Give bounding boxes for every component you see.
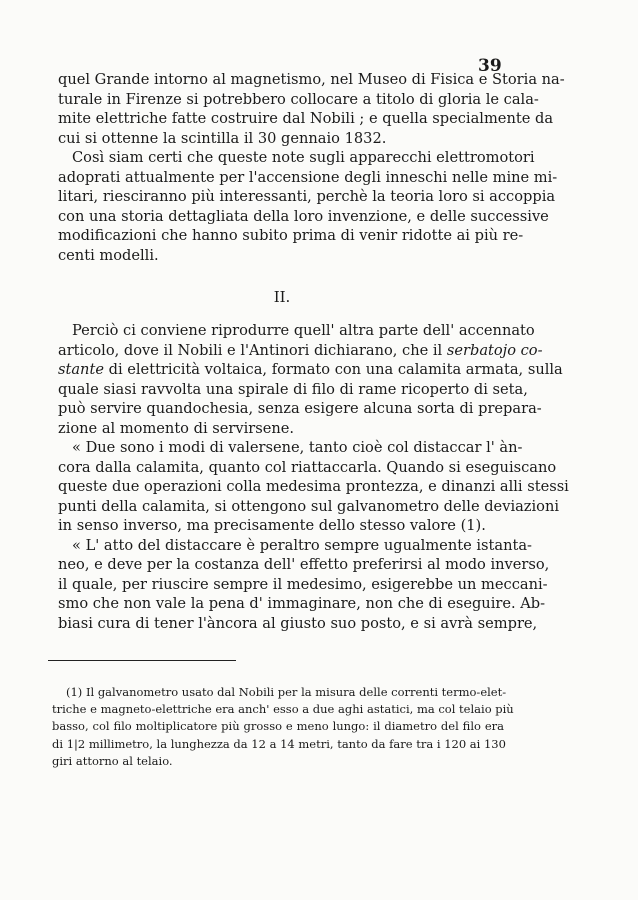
section-heading: II. [273, 288, 291, 306]
footnote-line: basso, col filo moltiplicatore più grosso e meno lungo: il diametro del filo era [52, 719, 504, 734]
text-line: con una storia dettagliata della loro invenzione, e delle successive [58, 207, 549, 225]
text-line: può servire quandochesia, senza esigere alcuna sorta di prepara- [58, 400, 542, 417]
paragraph-2 [58, 148, 558, 265]
text-line: cora dalla calamita, quanto col riattaccarla. Quando si eseguiscano [58, 458, 557, 476]
text-line: adoprati attualmente per l'accensione degli inneschi nelle mine mi- [58, 168, 558, 186]
italic-term: serbatojo co- [446, 341, 543, 359]
text-line: queste due operazioni colla medesima prontezza, e dinanzi alli stessi [58, 478, 569, 495]
text-line: punti della calamita, si ottengono sul galvanometro delle deviazioni [58, 497, 560, 515]
footnote-line: (1) Il galvanometro usato dal Nobili per la misura delle correnti termo-elet- [66, 685, 507, 699]
text-line: « L' atto del distaccare è peraltro sempre ugualmente istanta- [72, 536, 532, 554]
text-line: litari, riesciranno più interessanti, perchè la teoria loro si accoppia [58, 188, 556, 205]
text-line: Perciò ci conviene riprodurre quell' altra parte dell' accennato [72, 322, 535, 339]
text-segment: articolo, dove il Nobili e l'Antinori dichiarano, che il [58, 341, 443, 359]
footnote-divider [48, 660, 236, 661]
paragraph-3 [58, 321, 563, 438]
text-line [58, 341, 543, 361]
text-line: modificazioni che hanno subito prima di venir ridotte ai più re- [58, 227, 524, 244]
text-line: mite elettriche fatte costruire dal Nobili ; e quella specialmente da [58, 110, 554, 127]
footnote [52, 684, 514, 770]
text-line: cui si ottenne la scintilla il 30 gennaio 1832. [58, 129, 387, 147]
paragraph-5 [58, 536, 550, 634]
text-line: Così siam certi che queste note sugli apparecchi elettromotori [72, 149, 535, 166]
page-number: 39 [478, 56, 502, 76]
text-line: biasi cura di tener l'àncora al giusto suo posto, e si avrà sempre, [58, 614, 538, 632]
text-line: quale siasi ravvolta una spirale di filo di rame ricoperto di seta, [58, 380, 528, 398]
text-line: smo che non vale la pena d' immaginare, non che di eseguire. Ab- [58, 595, 546, 612]
text-line: « Due sono i modi di valersene, tanto cioè col distaccar l' àn- [72, 439, 523, 456]
paragraph-1 [58, 70, 565, 148]
text-line: il quale, per riuscire sempre il medesimo, esigerebbe un meccani- [58, 575, 548, 593]
text-line [58, 360, 563, 380]
text-line: neo, e deve per la costanza dell' effetto preferirsi al modo inverso, [58, 556, 550, 573]
text-line: turale in Firenze si potrebbero collocare a titolo di gloria le cala- [58, 90, 539, 108]
italic-term: stante [58, 361, 104, 378]
main-text [58, 70, 569, 632]
paragraph-4 [58, 438, 569, 536]
footnote-line: giri attorno al telaio. [52, 753, 173, 768]
footnote-line: di 1|2 millimetro, la lunghezza da 12 a 14 metri, tanto da fare tra i 120 ai 130 [52, 736, 506, 751]
footnote-line: triche e magneto-elettriche era anch' esso a due aghi astatici, ma col telaio più [52, 702, 514, 717]
text-line: quel Grande intorno al magnetismo, nel Museo di Fisica e Storia na- [58, 71, 565, 88]
text-line: centi modelli. [58, 246, 159, 264]
text-line: zione al momento di servirsene. [58, 419, 295, 437]
text-segment: di elettricità voltaica, formato con una calamita armata, sulla [108, 361, 563, 378]
text-line: in senso inverso, ma precisamente dello stesso valore (1). [58, 517, 486, 534]
